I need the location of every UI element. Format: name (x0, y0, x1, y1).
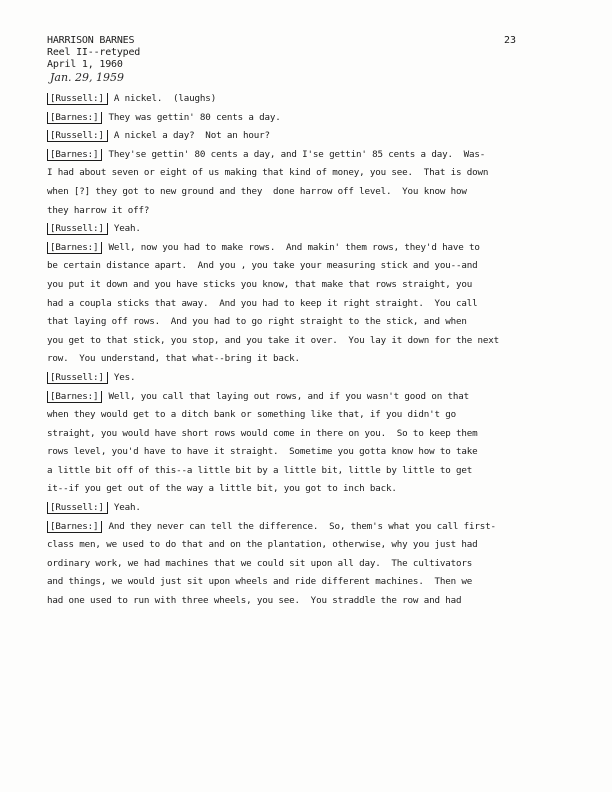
line-text: They'se gettin' 80 cents a day, and I'se gettin' 85 cents a day. Was- (108, 148, 486, 160)
transcript-line (47, 555, 567, 574)
speaker-line (47, 499, 567, 518)
transcript-line (47, 257, 567, 276)
reel-label: Reel II--retyped (47, 47, 141, 58)
transcript-line (47, 202, 567, 221)
line-text: Yes. (113, 371, 136, 383)
transcript-line (47, 295, 567, 314)
line-text: Well, now you had to make rows. And makin' them rows, they'd have to (108, 241, 480, 253)
transcript-line (47, 164, 567, 183)
line-text: row. You understand, that what--bring it back. (47, 353, 300, 365)
page-number: 23 (504, 35, 517, 46)
transcript-body (47, 90, 567, 611)
line-text: Well, you call that laying out rows, and if you wasn't good on that (108, 390, 469, 402)
transcript-line (47, 480, 567, 499)
line-text: had one used to run with three wheels, you see. You straddle the row and had (47, 595, 462, 607)
transcript-line (47, 276, 567, 295)
line-text: and things, we would just sit upon wheels and ride different machines. Then we (47, 576, 473, 588)
speaker-label: [Russell:] (47, 93, 108, 105)
line-text: Yeah. (113, 223, 141, 235)
transcript-line (47, 536, 567, 555)
speaker-line (47, 220, 567, 239)
transcript-line (47, 592, 567, 611)
line-text: rows level, you'd have to have it straight. Sometime you gotta know how to take (47, 446, 478, 458)
speaker-label: [Barnes:] (47, 521, 102, 533)
line-text: And they never can tell the difference. So, them's what you call first- (108, 520, 496, 532)
speaker-line (47, 388, 567, 407)
transcript-line (47, 350, 567, 369)
line-text: straight, you would have short rows would come in there on you. So to keep them (47, 427, 478, 439)
line-text: you get to that stick, you stop, and you take it over. You lay it down for the next (47, 334, 500, 346)
speaker-line (47, 518, 567, 537)
typed-date: April 1, 1960 (47, 59, 123, 70)
transcript-line (47, 332, 567, 351)
speaker-line (47, 109, 567, 128)
line-text: ordinary work, we had machines that we could sit upon all day. The cultivators (47, 557, 473, 569)
speaker-line (47, 369, 567, 388)
line-text: A nickel a day? Not an hour? (113, 130, 270, 142)
line-text: be certain distance apart. And you , you take your measuring stick and you--and (47, 260, 478, 272)
transcript-line (47, 425, 567, 444)
line-text: when [?] they got to new ground and they done harrow off level. You know how (47, 185, 467, 197)
speaker-label: [Barnes:] (47, 391, 102, 403)
speaker-label: [Russell:] (47, 130, 108, 142)
speaker-label: [Barnes:] (47, 112, 102, 124)
transcript-line (47, 406, 567, 425)
line-text: a little bit off of this--a little bit by a little bit, little by little to get (47, 464, 473, 476)
line-text: they harrow it off? (47, 204, 150, 216)
transcript-line (47, 313, 567, 332)
line-text: that laying off rows. And you had to go right straight to the stick, and when (47, 316, 467, 328)
interviewee-name: HARRISON BARNES (47, 35, 135, 46)
line-text: had a coupla sticks that away. And you had to keep it right straight. You call (47, 297, 478, 309)
speaker-line (47, 146, 567, 165)
speaker-line (47, 127, 567, 146)
line-text: I had about seven or eight of us making that kind of money, you see. That is down (47, 167, 489, 179)
speaker-label: [Russell:] (47, 223, 108, 235)
line-text: when they would get to a ditch bank or something like that, if you didn't go (47, 409, 456, 421)
speaker-label: [Barnes:] (47, 149, 102, 161)
line-text: Yeah. (113, 502, 141, 514)
speaker-label: [Barnes:] (47, 242, 102, 254)
transcript-line (47, 573, 567, 592)
speaker-label: [Russell:] (47, 502, 108, 514)
speaker-label: [Russell:] (47, 372, 108, 384)
line-text: A nickel. (laughs) (113, 93, 217, 104)
speaker-line (47, 239, 567, 258)
transcript-line (47, 443, 567, 462)
handwritten-date: Jan. 29, 1959 (50, 71, 125, 84)
transcript-line (47, 462, 567, 481)
line-text: They was gettin' 80 cents a day. (108, 111, 281, 123)
line-text: class men, we used to do that and on the plantation, otherwise, why you just had (47, 539, 478, 551)
line-text: you put it down and you have sticks you know, that make that rows straight, you (47, 278, 473, 290)
speaker-line (47, 90, 567, 109)
transcript-line (47, 183, 567, 202)
line-text: it--if you get out of the way a little bit, you got to inch back. (47, 483, 397, 495)
